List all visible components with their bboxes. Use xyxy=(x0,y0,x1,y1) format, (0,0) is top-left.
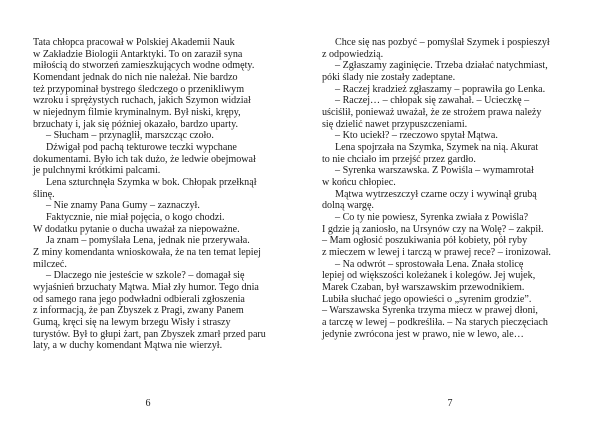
text-line: Marek Czaban, był warszawskim przewodnikiem. xyxy=(322,282,525,294)
text-line: w Zakładzie Biologii Antarktyki. To on zaraził syna xyxy=(33,48,243,60)
text-line: też przypominał bystrego śledczego o przenikliwym xyxy=(33,83,245,95)
text-line: brzuchaty i, jak się później okazało, bardzo uparty. xyxy=(33,118,239,130)
text-line: Gumą, kręci się na lewym brzegu Wisły i straszy xyxy=(33,317,231,329)
text-line: I gdzie ją zaniosło, na Ursynów czy na Wolę? – zakpił. xyxy=(322,223,544,235)
left-page-text xyxy=(33,37,284,352)
text-line: Ja znam – pomyślała Lena, jednak nie przerywała. xyxy=(46,235,250,247)
text-line: się dzielić nawet przypuszczeniami. xyxy=(322,118,468,130)
page-number: 6 xyxy=(145,398,151,409)
text-line: wyjaśnień brzuchaty Mątwa. Miał zły humor. Tego dnia xyxy=(33,282,259,294)
text-line: turystów. Był to głupi żart, pan Zbyszek zmarł przed paru xyxy=(33,328,266,340)
text-line: – Raczej… – chłopak się zawahał. – Ucieczkę – xyxy=(335,95,530,107)
text-line: Mątwa wytrzeszczył czarne oczy i wywinął grubą xyxy=(335,188,537,200)
text-line: Lena spojrzała na Szymka, Szymek na nią. Akurat xyxy=(335,142,539,154)
text-line: – Słucham – przynaglił, marszcząc czoło. xyxy=(46,130,214,142)
right-page-text xyxy=(322,37,576,340)
text-line: z odpowiedzią. xyxy=(322,48,384,60)
text-line: to nie chciało im przejść przez gardło. xyxy=(322,153,476,165)
right-page xyxy=(300,0,600,424)
text-line: – Warszawska Syrenka trzyma miecz w prawej dłoni, xyxy=(322,305,538,317)
text-line: laty, a w duchy komendant Mątwa nie wierzył. xyxy=(33,340,223,352)
text-line: dolną wargę. xyxy=(322,200,374,212)
text-line: – Na odwrót – sprostowała Lena. Znała stolicę xyxy=(335,258,524,270)
text-line: z mieczem w lewej i tarczą w prawej rece? – ironizował. xyxy=(322,247,551,259)
text-line: wzroku i sprężystych ruchach, jakich Szymon widział xyxy=(33,95,251,107)
text-line: – Raczej kradzież zgłaszamy – poprawiła go Lenka. xyxy=(335,83,546,95)
text-line: a tarczę w lewej – podkreśliła. – Na starych pieczęciach xyxy=(322,317,548,329)
text-line: miłością do stworzeń zamieszkujących wodne odmęty. xyxy=(33,60,255,72)
text-line: milczeć. xyxy=(33,258,67,270)
text-line: w końcu chłopiec. xyxy=(322,177,396,189)
text-line: Komendant jednak do nich nie należał. Nie bardzo xyxy=(33,72,238,84)
text-line: Lubiła słuchać jego opowieści o „syrenim grodzie”. xyxy=(322,293,532,305)
text-line: od samego rana jego podwładni odbierali zgłoszenia xyxy=(33,293,245,305)
text-line: Dźwigał pod pachą tekturowe teczki wypchane xyxy=(46,142,237,154)
text-line: – Syrenka warszawska. Z Powiśla – wymamrotał xyxy=(335,165,534,177)
text-line: – Co ty nie powiesz, Syrenka zwiała z Powiśla? xyxy=(335,212,529,224)
text-line: póki ślady nie zostały zadeptane. xyxy=(322,72,456,84)
text-line: Lena szturchnęła Szymka w bok. Chłopak przełknął xyxy=(46,177,257,189)
page-number: 7 xyxy=(447,398,453,409)
text-line: – Zgłaszamy zaginięcie. Trzeba działać natychmiast, xyxy=(335,60,548,72)
text-line: – Kto uciekł? – rzeczowo spytał Mątwa. xyxy=(335,130,498,142)
text-line: – Nie znamy Pana Gumy – zaznaczył. xyxy=(46,200,200,212)
text-line: w niejednym filmie kryminalnym. Był niski, krępy, xyxy=(33,107,241,119)
text-line: Tata chłopca pracował w Polskiej Akademii Nauk xyxy=(33,37,235,48)
text-line: je pulchnymi krótkimi palcami. xyxy=(33,165,161,177)
text-line: ślinę. xyxy=(33,188,55,200)
text-line: – Mam ogłosić poszukiwania pół kobiety, pół ryby xyxy=(322,235,528,247)
text-line: Chce się nas pozbyć – pomyślał Szymek i pospieszył xyxy=(335,37,550,48)
text-line: uściślił, ponieważ uważał, że ze strożem prawa należy xyxy=(322,107,542,119)
text-line: z informacją, że pan Zbyszek z Pragi, zwany Panem xyxy=(33,305,244,317)
text-line: Z miny komendanta wnioskowała, że na ten temat lepiej xyxy=(33,247,261,259)
text-line: lepiej od większości koleżanek i kolegów. Jej wujek, xyxy=(322,270,536,282)
text-line: Faktycznie, nie miał pojęcia, o kogo chodzi. xyxy=(46,212,225,224)
text-line: jedynie zwrócona jest w prawo, nie w lewo, ale… xyxy=(322,328,524,340)
text-line: dokumentami. Było ich tak dużo, że ledwie obejmował xyxy=(33,153,256,165)
text-line: W dodatku pytanie o ducha uważał za niepoważne. xyxy=(33,223,240,235)
text-line: – Dlaczego nie jesteście w szkole? – domagał się xyxy=(46,270,245,282)
